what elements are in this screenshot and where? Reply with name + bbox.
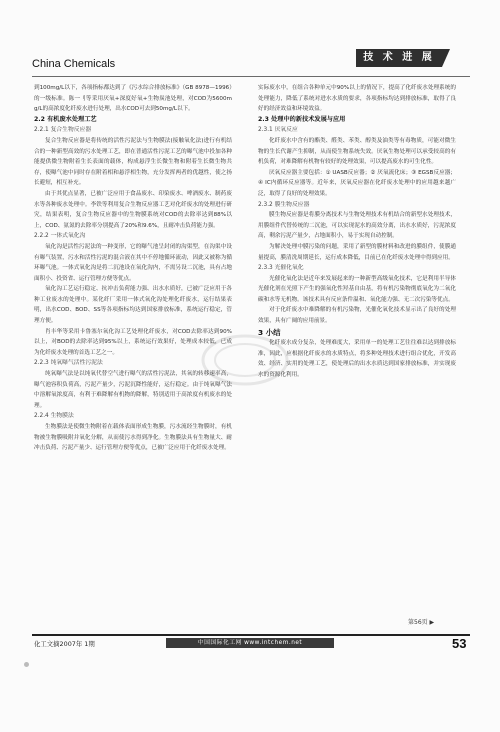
continuation-note: 第56页 ▶ xyxy=(408,619,435,626)
footer-website: 中国国际化工网 www.intchem.net xyxy=(166,638,334,648)
subsection-heading: 2.3 处理中的新技术发展与应用 xyxy=(258,115,346,123)
body-paragraph: 生物膜法是使微生物附着在载体表面形成生物膜，污水流经生物膜时，有机物被生物膜吸附并氧化分解，从而使污水得到净化。生物膜法具有生物量大、耐冲击负荷、污泥产量少、运行管理方便等优点，已被广泛应用于化纤废水处理。 xyxy=(34,424,232,452)
section-heading: 3 小结 xyxy=(258,327,281,337)
scan-speck xyxy=(24,662,29,667)
body-paragraph: 对于化纤废水中难降解的有机污染物，光催化氧化技术显示出了良好的处理效果，具有广阔的应用前景。 xyxy=(258,307,456,325)
body-paragraph: 氧化沟是活性污泥法的一种变形，它的曝气池呈封闭的沟渠型，在沟渠中设有曝气装置，污水和活性污泥的混合液在其中不停地循环流动，因此又被称为循环曝气池。一体式氧化沟是将二沉池设在氧化沟内，不需另设二沉池，具有占地面积小、投资省、运行管理方便等优点。 xyxy=(34,243,232,282)
footer-issue: 化工文摘2007年 1期 xyxy=(34,640,95,648)
header-rule xyxy=(32,76,470,77)
subsection-heading: 2.2 有机废水处理工艺 xyxy=(34,115,97,123)
subsubsection-heading: 2.2.4 生物膜法 xyxy=(34,413,74,420)
body-paragraph: 纯氧曝气法是以纯氧代替空气进行曝气的活性污泥法，其氧的转移速率高，曝气池容积负荷高，污泥产量少，污泥沉降性能好，运行稳定。由于纯氧曝气法中溶解氧浓度高，有利于难降解有机物的降解，特别适用于高浓度有机废水的处理。 xyxy=(34,371,232,409)
body-paragraph: 化纤废水中含有的酯类、醛类、苯类、醇类及油类等有毒物质，可能对微生物的生长代谢产生抑制，从而使生物系统失效。厌氧生物处理可以承受较高的有机负荷，对难降解有机物有较好的处理效果，可以提高废水的可生化性。 xyxy=(258,137,456,166)
page-number: 53 xyxy=(452,636,467,651)
left-column xyxy=(34,83,232,454)
subsubsection-heading: 2.3.3 光催化氧化 xyxy=(258,265,304,272)
body-paragraph: 化纤废水成分复杂，处理难度大，采用单一的处理工艺往往难以达到排放标准，因此，应根据化纤废水的水质特点，将多种处理技术进行组合优化，开发高效、经济、实用的处理工艺，使处理后的出水水质达到国家排放标准，并实现废水的资源化利用。 xyxy=(258,340,456,379)
section-banner: 技 术 进 展 xyxy=(356,49,442,67)
subsubsection-heading: 2.3.2 膜生物反应器 xyxy=(258,201,310,208)
journal-name: China Chemicals xyxy=(32,58,116,70)
body-paragraph: 厌氧反应器主要包括：① UASB反应器；② 厌氧流化床；③ EGSB反应器；④ IC内循环反应器等。近年来，厌氧反应器在化纤废水处理中的应用越来越广泛，取得了良好的处理效果。 xyxy=(258,169,456,197)
subsubsection-heading: 2.2.3 纯氧曝气活性污泥法 xyxy=(34,360,103,367)
body-paragraph: 实际废水中，在组合各种单元中90%以上的情况下，提高了化纤废水处理系统的处理能力，降低了系统对进水水质的要求，各项指标均达到排放标准，取得了良好的经济效益和环境效益。 xyxy=(258,85,456,113)
body-paragraph: 为解决处理中膜污染的问题，采用了新型的膜材料和改进的膜组件，使膜通量提高，膜清洗周期延长，运行成本降低，目前已在化纤废水处理中得到应用。 xyxy=(258,243,456,261)
footer-rule xyxy=(32,634,470,636)
body-paragraph: 由于其优点显著，已被广泛应用于食品废水、印染废水、啤酒废水、制药废水等各种废水处理中。李铁等利用复合生物反应器工艺对化纤废水的处理进行研究，结果表明，复合生物反应器中的生物膜系统对COD的去除率达到88%以上，COD、氨氮的去除率分别提高了20%和9.6%，且耐冲击负荷能力强。 xyxy=(34,190,232,229)
subsubsection-heading: 2.3.1 厌氧反应 xyxy=(258,127,298,134)
section-banner-notch xyxy=(442,49,450,67)
body-paragraph: 膜生物反应器是将膜分离技术与生物处理技术有机结合的新型水处理技术，用膜组件代替传统的二沉池，可以实现泥水的高效分离，出水水质好，污泥浓度高，剩余污泥产量少，占地面积小，易于实现自动控制。 xyxy=(258,212,456,240)
subsubsection-heading: 2.2.2 一体式氧化沟 xyxy=(34,233,86,240)
body-paragraph: 到100mg/L以下，各项指标都达到了《污水综合排放标准》（GB 8978—1996）的一级标准。陈一刂等采用厌氧+深度好氧+生物炭池处理，对COD为5600mg/L的高浓度化纤废水进行处理，出水COD可去到50mg/L以下。 xyxy=(34,85,232,113)
body-paragraph: 光催化氧化法是近年来发展起来的一种新型高级氧化技术，它是利用半导体光催化剂在光照下产生的强氧化性羟基自由基，将有机污染物彻底氧化为二氧化碳和水等无机物。该技术具有反应条件温和、氧化能力强、无二次污染等优点。 xyxy=(258,275,456,303)
body-paragraph: 复合生物反应器是将传统的活性污泥法与生物膜法(接触氧化法)进行有机结合的一种新型高效的污水处理工艺，即在普通活性污泥工艺的曝气池中投加各种能提供微生物附着生长表面的载体，构成悬浮生长微生物和附着生长微生物共存，使曝气池中同时存在附着相和悬浮相生物，充分发挥两者的优越性，使之扬长避短，相互补充。 xyxy=(34,137,232,187)
subsubsection-heading: 2.2.1 复合生物反应器 xyxy=(34,127,92,134)
body-paragraph: 肖丰华等采用卡鲁塞尔氧化沟工艺处理化纤废水，对COD去除率达到90%以上，对BOD的去除率达到95%以上，系统运行效果好，处理成本较低，已成为化纤废水处理的首选工艺之一。 xyxy=(34,328,232,356)
body-paragraph: 氧化沟工艺运行稳定、抗冲击负荷能力强、出水水质好，已被广泛应用于各种工业废水的处理中。某化纤厂采用一体式氧化沟处理化纤废水，运行结果表明，出水COD、BOD、SS等各项指标均达到国家排放标准，系统运行稳定，管理方便。 xyxy=(34,286,232,325)
right-column xyxy=(258,83,456,381)
